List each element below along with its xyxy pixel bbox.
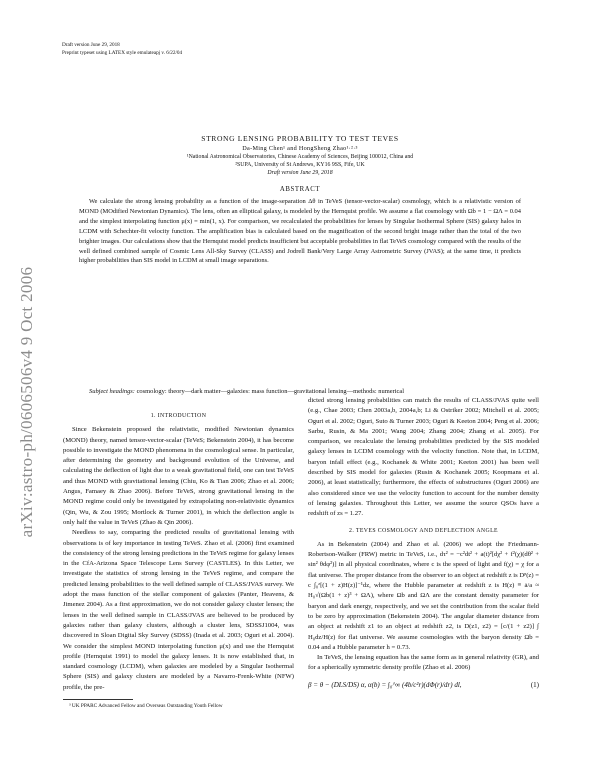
intro-paragraph-1: Since Bekenstein proposed the relativistic, modified Newtonian dynamics (MOND) theory, named tensor-vector-scalar (TeVeS; Bekenstein 2004), it has become possible to investigate the MOND phenomena in the cosmological sense. In particular, after determining the geometry and background evolution of the Universe, and calculating the deflection of light due to a weak gravitational field, one can test TeVeS and thus MOND with gravitational lensing (Chiu, Ko & Tian 2006; Zhao et al. 2006; Angus, Famaey & Zhao 2006). Before TeVeS, strong gravitational lensing in the MOND regime could only be investigated by extrapolating non-relativistic dynamics (Qin, Wu, & Zou 1995; Mortlock & Turner 2001), in which the deflection angle is only half the value in TeVeS (Zhao & Qin 2006).: [63, 426, 294, 526]
left-column: [63, 405, 294, 710]
arxiv-sidebar: [2, 212, 52, 592]
footnote: ³ UK PPARC Advanced Fellow and Overseas Outstanding Youth Fellow: [69, 703, 223, 710]
abstract-heading: ABSTRACT: [279, 186, 321, 193]
draft-header: Draft version June 29, 2018: [62, 42, 120, 48]
equation-1: [308, 680, 539, 690]
equation-body: β = θ − (DLS/DS) α, α(b) = ∫₀^∞ (4b/c²r)(dΦ(r)/dr) dl,: [308, 680, 462, 689]
subject-text: cosmology: theory—dark matter—galaxies: mass function—gravitational lensing—methods: numerical: [136, 388, 405, 395]
authors: Da-Ming Chen¹ and HongSheng Zhao¹·²·³: [242, 145, 358, 152]
arxiv-id: arXiv:astro-ph/0606506v4 9 Oct 2006: [17, 266, 36, 538]
affiliation-2: ²SUPA, University of St Andrews, KY16 9SS, Fife, UK: [235, 162, 365, 168]
intro-paragraph-2: Needless to say, comparing the predicted results of gravitational lensing with observations is of key importance in testing TeVeS. Zhao et al. (2006) first examined the consistency of the strong lensing predictions in the TeVeS regime for galaxy lenses in the CfA-Arizona Space Telescope Lens Survey (CASTLES). In this Letter, we investigate the statistics of strong lensing in the TeVeS regime, and compare the predicted lensing probabilities to the well defined sample of CLASS/JVAS survey. We adopt the mass function of the stellar component of galaxies (Panter, Heavens, & Jimenez 2004). As a first approximation, we do not consider galaxy cluster lenses; the lenses in the well defined sample in CLASS/JVAS are believed to be produced by galaxies rather than galaxy clusters, although a cluster lens, SDSSJ1004, was discovered in Sloan Digital Sky Survey (SDSS) (Inada et al. 2003; Oguri et al. 2004). We consider the simplest MOND interpolating function μ(x) and use the Hernquist profile (Hernquist 1991) to model the galaxy lenses. It is now established that, in standard cosmology (LCDM), when galaxies are modeled by a Singular Isothermal Sphere (SIS) and galaxy clusters are modeled by a Navarro-Frenk-White (NFW) profile, the pre-: [63, 529, 294, 691]
section-heading-introduction: 1. INTRODUCTION: [150, 413, 207, 419]
paper-title: STRONG LENSING PROBABILITY TO TEST TEVES: [201, 134, 399, 143]
intro-paragraph-3: dicted strong lensing probabilities can match the results of CLASS/JVAS quite well (e.g., Chae 2003; Chen 2003a,b, 2004a,b; Li & Ostriker 2002; Mitchell et al. 2005; Oguri et al. 2002; Oguri, Suto & Turner 2003; Oguri & Keeton 2004; Peng et al. 2006; Sarbu, Rusin, & Ma 2001; Wang 2004; Zhang 2004; Zhang et al. 2005). For comparison, we recalculate the lensing probabilities predicted by the SIS modeled galaxy lenses in LCDM cosmology with the velocity function. Note that, in LCDM, baryon infall effect (e.g., Kochanek & White 2001; Keeton 2001) has been well described by SIS model for galaxies (Rusin & Kochanek 2005; Koopmans et al. 2006), at least statistically; furthermore, the effects of substructures (Oguri 2006) are also considered since we use the velocity function to account for the number density of lensing galaxies. Throughout this Letter, we assume the source QSOs have a redshift of zs = 1.27.: [308, 397, 539, 518]
draft-date: Draft version June 29, 2018: [267, 170, 333, 176]
teves-paragraph-1: As in Bekenstein (2004) and Zhao et al. (2006) we adopt the Friedmann-Robertson-Walker (FRW) metric in TeVeS, i.e., dτ² = −c²dt² + a(t)²[dχ² + f²(χ)(dθ² + sin² θdφ²)] in all physical coordinates, where c is the speed of light and f(χ) = χ for a flat universe. The proper distance from the observer to an object at redshift z is Dᵖ(z) = c ∫₀ᶻ[(1 + z)H(z)]⁻¹dz, where the Hubble parameter at redshift z is H(z) ≡ ȧ/a ≈ H₀√(Ωb(1 + z)³ + ΩΛ), where Ωb and ΩΛ are the constant density parameter for baryon and dark energy, respectively, and we set the contribution from the scalar field to be zero by approximation (Bekenstein 2004). The angular diameter distance from an object at redshift z1 to an object at redshift z2, is D(z1, z2) = [c/(1 + z2)] ∫ H₀dz/H(z) for flat universe. We assume cosmologies with the baryon density Ωb = 0.04 and a Hubble parameter h = 0.73.: [308, 540, 539, 651]
footnote-rule: [63, 699, 133, 700]
teves-paragraph-2: In TeVeS, the lensing equation has the same form as in general relativity (GR), and for a spherically symmetric density profile (Zhao et al. 2006): [308, 654, 539, 672]
right-column: [308, 396, 539, 690]
affiliation-1: ¹National Astronomical Observatories, Chinese Academy of Sciences, Beijing 100012, China and: [186, 154, 414, 160]
abstract-text: We calculate the strong lensing probability as a function of the image-separation Δθ in TeVeS (tensor-vector-scalar) cosmology, which is a relativistic version of MOND (MOdified Newtonian Dynamics). The lens, often an elliptical galaxy, is modeled by the Hernquist profile. We assume a flat cosmology with Ωb = 1 − ΩΛ = 0.04 and the simplest interpolating function μ(x) = min(1, x). For comparison, we recalculated the probabilities for lenses by Singular Isothermal Sphere (SIS) galaxy halos in LCDM with Schechter-fit velocity function. The amplification bias is calculated based on the magnification of the second bright image rather than the total of the two brighter images. Our calculations show that the Hernquist model predicts insufficient but acceptable probabilities in flat TeVeS cosmology compared with the results of the well defined combined sample of Cosmic Lens All-Sky Survey (CLASS) and Jodrell Bank/Very Large Array Astrometric Survey (JVAS); at the same time, it predicts higher probabilities than SIS model in LCDM at small image separations.: [79, 198, 521, 265]
subject-label: Subject headings:: [89, 388, 135, 395]
preprint-header: Preprint typeset using LATEX style emulateapj v. 6/22/04: [62, 50, 183, 56]
equation-number: (1): [530, 680, 539, 689]
section-heading-teves: 2. TEVES COSMOLOGY AND DEFLECTION ANGLE: [349, 527, 498, 534]
